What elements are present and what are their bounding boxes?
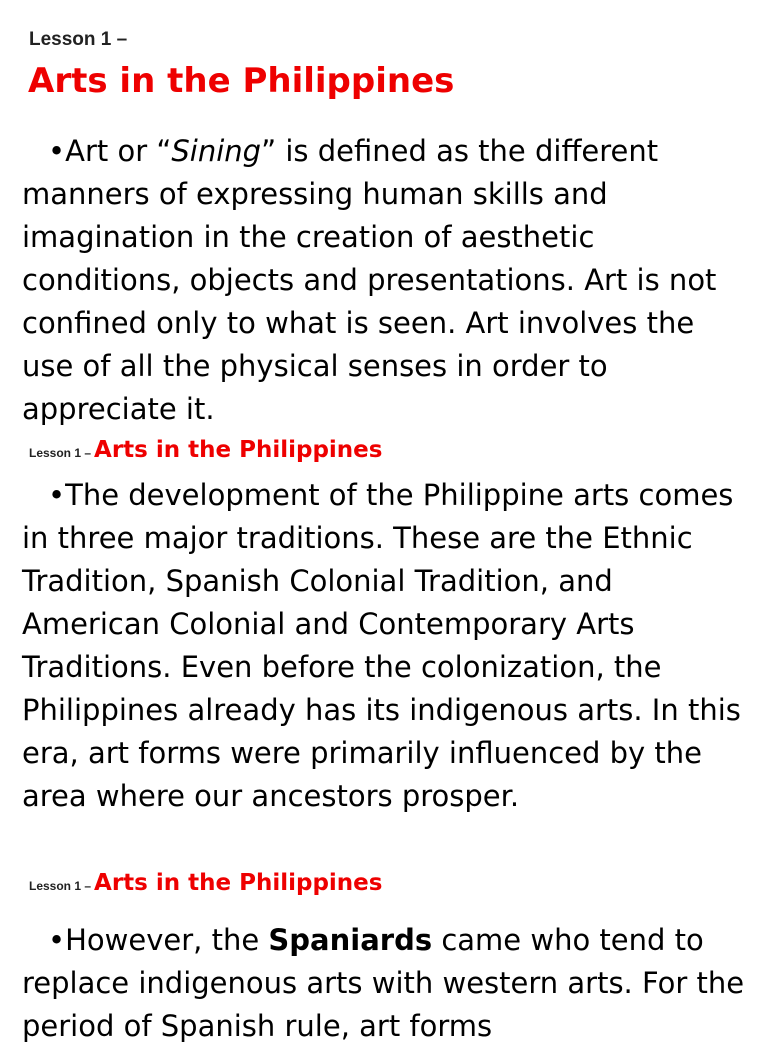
text-segment: The development of the Philippine arts comes in three major traditions. These are the Ethnic Tradition, Spanish Colonial Tradition, and American Colonial and Contemporary Arts Traditions. Even before the colonization, the Philippines already has its indigenous arts. In this era, art forms were primarily influenced by the area where our ancestors prosper. xyxy=(22,478,741,813)
bullet: • xyxy=(48,478,66,512)
slide-header-lesson: Lesson 1 – xyxy=(29,879,92,893)
text-segment: However, the xyxy=(65,923,269,957)
slide-header-title: Arts in the Philippines xyxy=(94,437,383,463)
slide-3-header xyxy=(29,870,382,896)
text-segment-bold: Spaniards xyxy=(268,923,433,957)
slide-header-title: Arts in the Philippines xyxy=(94,870,383,896)
bullet: • xyxy=(48,923,66,957)
slide-3-paragraph xyxy=(22,919,752,1048)
slide-header-lesson: Lesson 1 – xyxy=(29,446,92,460)
slide-1-paragraph xyxy=(22,130,752,431)
text-segment: ” is defined as the different manners of expressing human skills and imagination in the creation of aesthetic conditions, objects and presentations. Art is not confined only to what is seen. Art involves the use of all the physical senses in order to appreciate it. xyxy=(22,134,717,426)
slide-2-header xyxy=(29,437,382,463)
slide-2-paragraph xyxy=(22,474,752,818)
bullet: • xyxy=(48,134,66,168)
text-segment: came who tend to replace indigenous arts with western arts. For the period of Spanish rule, art forms xyxy=(22,923,745,1043)
page-title: Arts in the Philippines xyxy=(28,61,455,101)
lesson-label: Lesson 1 – xyxy=(29,29,128,50)
text-segment-italic: Sining xyxy=(171,134,262,168)
text-segment: Art or “ xyxy=(65,134,172,168)
